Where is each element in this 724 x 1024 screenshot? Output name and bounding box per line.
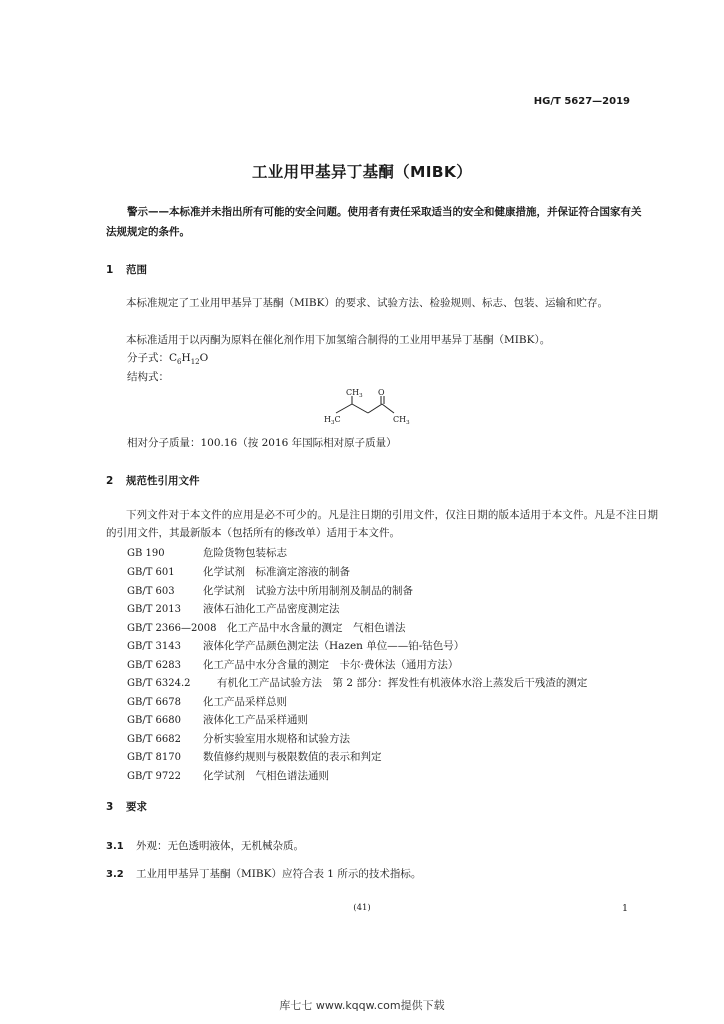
page-number: 1: [622, 903, 629, 914]
formula-c-subscript: 6: [177, 358, 182, 367]
scope-paragraph-2: 本标准适用于以丙酮为原料在催化剂作用下加氢缩合制得的工业用甲基异丁基酮（MIBK）。: [126, 334, 551, 346]
document-title: 工业用甲基异丁基酮（MIBK）: [251, 163, 473, 181]
structural-formula: [322, 386, 432, 436]
references-intro: 下列文件对于本文件的应用是必不可少的。凡是注日期的引用文件，仅注日期的版本适用于本文件。凡是不注日期的引用文件，其最新版本（包括所有的修改单）适用于本文件。: [106, 509, 658, 539]
methyl-right-label: $CH_3$: [393, 415, 410, 426]
section-1-number: 1: [106, 264, 114, 276]
reference-item: GB/T 6283 化工产品中水分含量的测定 卡尔·费休法（通用方法）: [127, 659, 459, 671]
section-2-title: 规范性引用文件: [126, 475, 200, 487]
formula-o: O: [199, 352, 209, 364]
section-1-heading: [106, 262, 147, 277]
reference-item: GB/T 6678 化工产品采样总则: [127, 696, 287, 708]
reference-item: GB/T 8170 数值修约规则与极限数值的表示和判定: [127, 751, 382, 763]
standard-number: HG/T 5627—2019: [533, 96, 630, 107]
section-2-number: 2: [106, 475, 114, 487]
molecular-formula: [127, 350, 208, 366]
formula-label: 分子式：: [127, 352, 169, 364]
page-code: (41): [353, 903, 371, 913]
reference-item: GB/T 6680 液体化工产品采样通则: [127, 714, 308, 726]
reference-item: GB/T 9722 化学试剂 气相色谱法通则: [127, 770, 329, 782]
section-2-heading: [106, 473, 200, 488]
formula-h-subscript: 12: [190, 358, 200, 367]
reference-item: GB 190 危险货物包装标志: [127, 547, 287, 559]
molecular-mass: 相对分子质量：100.16（按 2016 年国际相对原子质量）: [127, 437, 397, 449]
section-3-title: 要求: [126, 801, 147, 813]
reference-item: GB/T 3143 液体化学产品颜色测定法（Hazen 单位——铂-钴色号）: [127, 640, 465, 652]
reference-item: GB/T 6682 分析实验室用水规格和试验方法: [127, 733, 350, 745]
reference-item: GB/T 601 化学试剂 标准滴定溶液的制备: [127, 566, 350, 578]
section-3-number: 3: [106, 801, 114, 813]
scope-paragraph-1: 本标准规定了工业用甲基异丁基酮（MIBK）的要求、试验方法、检验规则、标志、包装、运输和贮存。: [126, 297, 608, 309]
formula-c: C: [169, 352, 178, 364]
footer-watermark: 库七七 www.kqqw.com提供下载: [279, 999, 445, 1012]
section-3-heading: [106, 799, 147, 814]
requirement-item: 3.2 工业用甲基异丁基酮（MIBK）应符合表 1 所示的技术指标。: [106, 868, 422, 880]
methyl-top-label: $CH_3$: [346, 388, 363, 399]
reference-item: GB/T 6324.2 有机化工产品试验方法 第 2 部分：挥发性有机液体水浴上蒸发后干残渣的测定: [127, 677, 588, 689]
structure-label: 结构式：: [127, 371, 169, 383]
methyl-left-label: $H_3C$: [324, 415, 341, 426]
formula-h: H: [181, 352, 191, 364]
warning-paragraph: 警示——本标准并未指出所有可能的安全问题。使用者有责任采取适当的安全和健康措施，并保证符合国家有关法规规定的条件。: [106, 206, 642, 238]
section-1-title: 范围: [126, 264, 147, 276]
requirement-item: 3.1 外观：无色透明液体，无机械杂质。: [106, 840, 304, 852]
reference-item: GB/T 603 化学试剂 试验方法中所用制剂及制品的制备: [127, 585, 413, 597]
reference-item: GB/T 2366—2008 化工产品中水含量的测定 气相色谱法: [127, 622, 406, 634]
reference-item: GB/T 2013 液体石油化工产品密度测定法: [127, 603, 340, 615]
oxygen-label: O: [378, 388, 385, 397]
